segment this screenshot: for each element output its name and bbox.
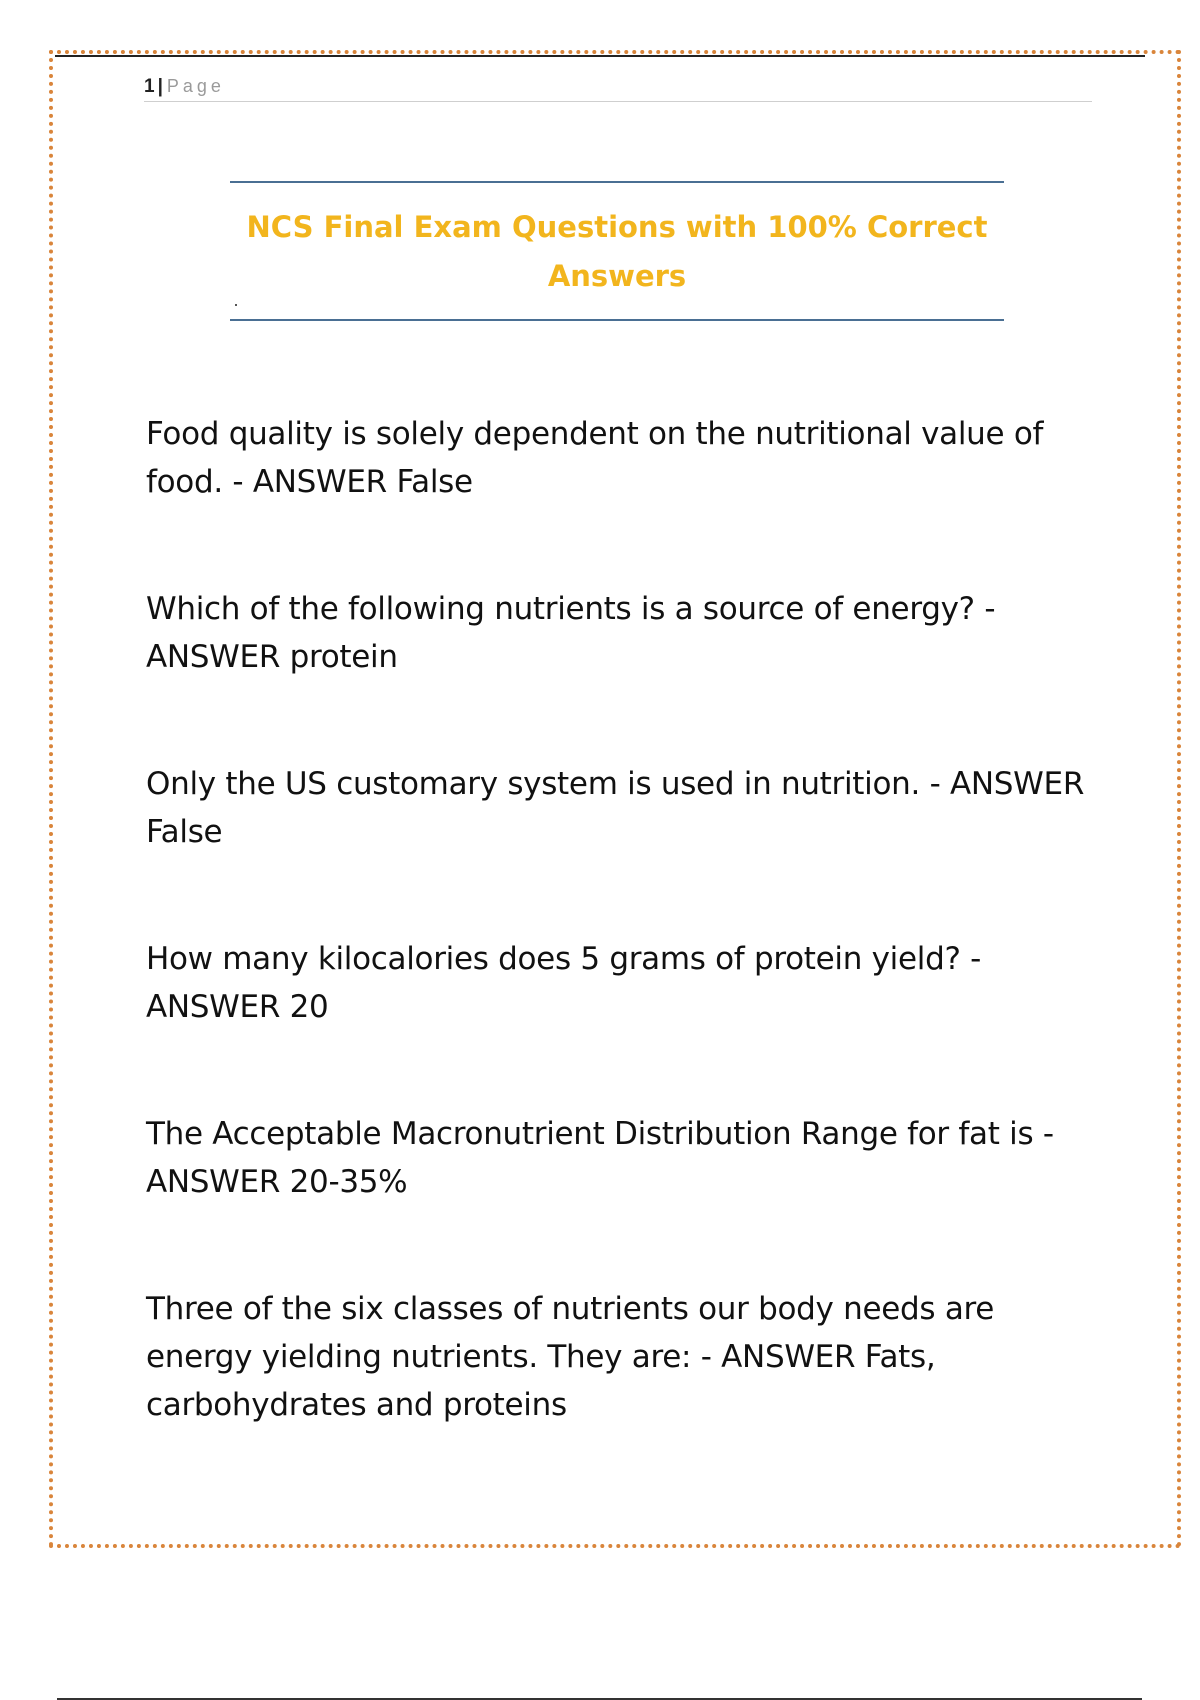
page-number: 1 bbox=[144, 76, 155, 97]
question-item: How many kilocalories does 5 grams of protein yield? - ANSWER 20 bbox=[146, 941, 982, 1025]
question-list bbox=[146, 410, 1096, 1508]
top-rule bbox=[55, 55, 1145, 57]
title-rule-top bbox=[230, 181, 1004, 183]
title-dot bbox=[235, 304, 237, 306]
page-header bbox=[144, 74, 1092, 102]
document-title: NCS Final Exam Questions with 100% Correct Answers bbox=[246, 210, 988, 293]
question-item: Only the US customary system is used in nutrition. - ANSWER False bbox=[146, 766, 1085, 850]
question-item: Food quality is solely dependent on the nutritional value of food. - ANSWER False bbox=[146, 416, 1044, 500]
page-label: Page bbox=[166, 76, 225, 96]
question-item: Which of the following nutrients is a source of energy? - ANSWER protein bbox=[146, 591, 996, 675]
question-item: Three of the six classes of nutrients our body needs are energy yielding nutrients. They are: - ANSWER Fats, carbohydrates and proteins bbox=[146, 1291, 995, 1423]
question-item: The Acceptable Macronutrient Distribution Range for fat is - ANSWER 20-35% bbox=[146, 1116, 1054, 1200]
page-separator: | bbox=[157, 76, 163, 97]
title-rule-bottom bbox=[230, 319, 1004, 321]
